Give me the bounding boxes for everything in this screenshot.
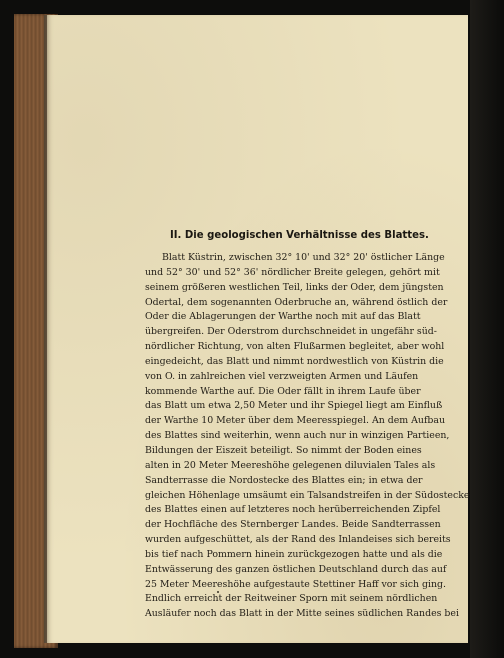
text-line: Entwässerung des ganzen östlichen Deutschland durch das auf xyxy=(145,563,447,575)
text-line: kommende Warthe auf. Die Oder fällt in ihrem Laufe über xyxy=(145,385,421,397)
text-line: übergreifen. Der Oderstrom durchschneidet in ungefähr süd- xyxy=(145,326,437,338)
text-line: Endlich erreicht der Reitweiner Sporn mit seinem nördlichen xyxy=(145,593,438,605)
text-line: Oder die Ablagerungen der Warthe noch mit auf das Blatt xyxy=(145,311,421,323)
text-line: 25 Meter Meereshöhe aufgestaute Stettiner Haff vor sich ging. xyxy=(145,578,446,590)
text-line: bis tief nach Pommern hinein zurückgezogen hatte und als die xyxy=(145,548,443,560)
body-paragraph xyxy=(145,251,470,622)
text-line: das Blatt um etwa 2,50 Meter und ihr Spiegel liegt am Einfluß xyxy=(145,400,443,412)
text-line: Ausläufer noch das Blatt in der Mitte seines südlichen Randes bei xyxy=(145,608,459,620)
text-line: der Warthe 10 Meter über dem Meeresspiegel. An dem Aufbau xyxy=(145,415,446,427)
page-gutter xyxy=(44,15,47,643)
background-edge xyxy=(470,0,504,658)
text-line: gleichen Höhenlage umsäumt ein Talsandstreifen in der Südostecke xyxy=(145,489,470,501)
text-line: der Hochfläche des Sternberger Landes. Beide Sandterrassen xyxy=(145,519,441,531)
text-line: des Blattes einen auf letzteres noch herüberreichenden Zipfel xyxy=(145,504,441,516)
section-heading: II. Die geologischen Verhältnisse des Blattes. xyxy=(170,228,429,241)
text-line: Bildungen der Eiszeit beteiligt. So nimmt der Boden eines xyxy=(145,444,422,456)
text-line: seinem größeren westlichen Teil, links der Oder, dem jüngsten xyxy=(145,281,444,293)
text-line: des Blattes sind weiterhin, wenn auch nur in winzigen Partieen, xyxy=(145,430,450,442)
text-line: nördlicher Richtung, von alten Flußarmen begleitet, aber wohl xyxy=(145,341,445,353)
text-line: Blatt Küstrin, zwischen 32° 10' und 32° 20' östlicher Länge xyxy=(162,252,445,263)
text-line: wurden aufgeschüttet, als der Rand des Inlandeises sich bereits xyxy=(145,534,451,546)
text-line: alten in 20 Meter Meereshöhe gelegenen diluvialen Tales als xyxy=(145,459,436,471)
text-line: von O. in zahlreichen viel verzweigten Armen und Läufen xyxy=(145,370,419,382)
text-line: Sandterrasse die Nordostecke des Blattes ein; in etwa der xyxy=(145,474,423,486)
text-line: und 52° 30' und 52° 36' nördlicher Breite gelegen, gehört mit xyxy=(145,266,440,278)
text-line: Odertal, dem sogenannten Oderbruche an, während östlich der xyxy=(145,296,448,308)
text-line: eingedeicht, das Blatt und nimmt nordwestlich von Küstrin die xyxy=(145,355,444,367)
page-mark xyxy=(217,591,219,593)
